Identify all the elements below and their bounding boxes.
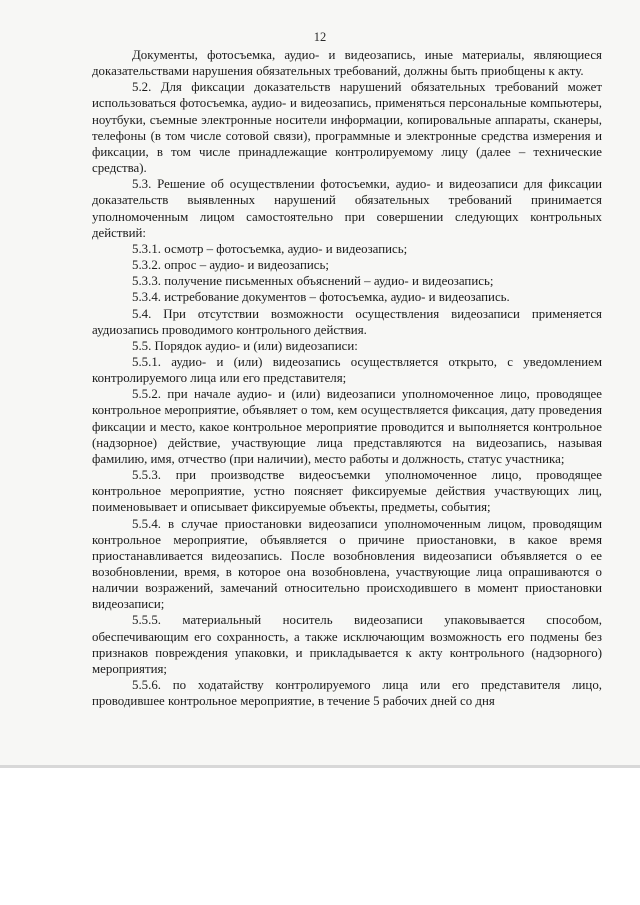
paragraph-5-3-2: 5.3.2. опрос – аудио- и видеозапись; xyxy=(132,258,329,273)
paragraph-5-5-3: 5.5.3. при производстве видеосъемки уполномоченное лицо, проводящее контрольное мероприятие, устно поясняет фиксируемые действия участвующих лиц, поименовывает и описывает фиксируемые объекты, предметы, события; xyxy=(92,468,602,515)
paragraph-5-5-1: 5.5.1. аудио- и (или) видеозапись осуществляется открыто, с уведомлением контролируемого лица или его представителя; xyxy=(92,354,602,386)
paragraph-5-3-1: 5.3.1. осмотр – фотосъемка, аудио- и видеозапись; xyxy=(132,241,408,256)
paragraph-5-3: 5.3. Решение об осуществлении фотосъемки, аудио- и видеозаписи для фиксации доказательств выявленных нарушений обязательных требований принимается уполномоченным лицом самостоятельно при совершении следующих контрольных действий: xyxy=(92,177,602,240)
paragraph-5-3-4: 5.3.4. истребование документов – фотосъемка, аудио- и видеозапись. xyxy=(132,290,510,305)
paragraph-5-5-4: 5.5.4. в случае приостановки видеозаписи уполномоченным лицом, проводящим контрольное мероприятие, объявляется о причине приостановки, в какое время приостанавливается видеозапись. После возобновления видеозаписи объявляется о ее возобновлении, время, в которое она возобновлена, участвующие лица опрашиваются о наличии возражений, замечаний относительно происходившего в момент приостановки видеозаписи; xyxy=(92,516,602,612)
paragraph-5-3-3: 5.3.3. получение письменных объяснений – аудио- и видеозапись; xyxy=(132,274,494,289)
paragraph-5-5-6: 5.5.6. по ходатайству контролируемого лица или его представителя лицо, проводившее контрольное мероприятие, в течение 5 рабочих дней со дня xyxy=(92,678,602,709)
paragraph-5-5-5: 5.5.5. материальный носитель видеозаписи упаковывается способом, обеспечивающим его сохранность, а также исключающим возможность его подмены без признаков повреждения упаковки, и прикладывается к акту контрольного (надзорного) мероприятия; xyxy=(92,613,602,676)
paragraph-5-5-2: 5.5.2. при начале аудио- и (или) видеозаписи уполномоченное лицо, проводящее контрольное мероприятие, объявляет о том, кем осуществляется фиксация, дату проведения фиксации и место, какое контрольное мероприятие проводится и выполняется контрольное (надзорное) действие, участвующие лица представляются на видеозапись, называя фамилию, имя, отчество (при наличии), место работы и должность, статус участника; xyxy=(92,387,602,466)
document-body xyxy=(92,47,602,709)
page-number: 12 xyxy=(313,30,327,44)
paragraph-evidence-attachment: Документы, фотосъемка, аудио- и видеозапись, иные материалы, являющиеся доказательствами нарушения обязательных требований, должны быть приобщены к акту. xyxy=(92,48,602,79)
paragraph-5-4: 5.4. При отсутствии возможности осуществления видеозаписи применяется аудиозапись проводимого контрольного действия. xyxy=(92,306,602,337)
paragraph-5-5: 5.5. Порядок аудио- и (или) видеозаписи: xyxy=(132,338,358,353)
paragraph-5-2: 5.2. Для фиксации доказательств нарушений обязательных требований может использоваться фотосъемка, аудио- и видеозапись, применяться персональные компьютеры, ноутбуки, съемные электронные носители информации, копировальные аппараты, сканеры, телефоны (в том числе сотовой связи), программные и электронные средства измерения и фиксации, в том числе принадлежащие контролируемому лицу (далее – технические средства). xyxy=(92,80,602,176)
